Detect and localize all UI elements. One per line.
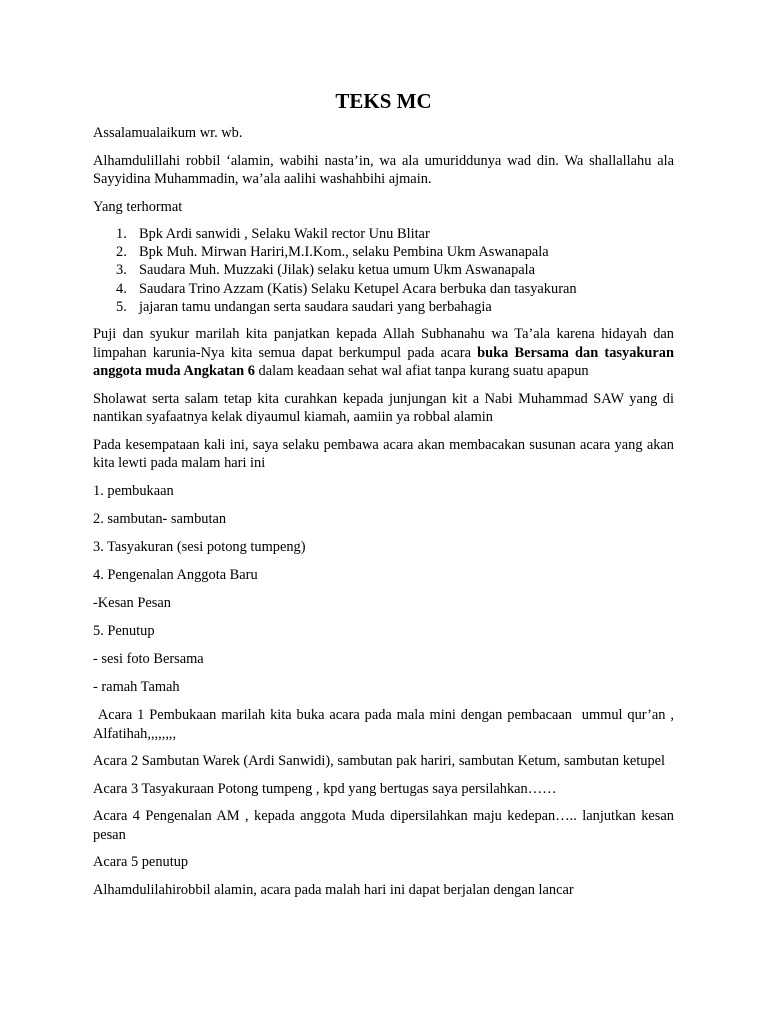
agenda-item: 4. Pengenalan Anggota Baru: [93, 566, 258, 583]
agenda-item: - sesi foto Bersama: [93, 651, 204, 668]
salam-paragraph: Assalamualaikum wr. wb.: [93, 125, 243, 141]
hamdalah-paragraph: Alhamdulillahi robbil ‘alamin, wabihi nasta’in, wa ala umuriddunya wad din. Wa shallallahu ala Sayyidina Muhammadin, wa’ala aalihi washahbihi ajmain.: [93, 152, 674, 187]
acara-1-paragraph: Acara 1 Pembukaan marilah kita buka acara pada mala mini dengan pembacaan ummul qur’an , Alfatihah,,,,,,,,: [93, 707, 677, 742]
agenda-item: -Kesan Pesan: [93, 594, 171, 611]
document-title: TEKS MC: [335, 89, 432, 113]
agenda-item: 3. Tasyakuran (sesi potong tumpeng): [93, 538, 306, 555]
acara-5-paragraph: Acara 5 penutup: [93, 854, 189, 871]
guest-list: [93, 225, 674, 316]
list-item: 2. Bpk Muh. Mirwan Hariri,M.I.Kom., selaku Pembina Ukm Aswanapala: [116, 244, 549, 261]
list-item: 3. Saudara Muh. Muzzaki (Jilak) selaku ketua umum Ukm Aswanapala: [116, 262, 536, 279]
agenda-item: 2. sambutan- sambutan: [93, 510, 227, 527]
list-item: 1. Bpk Ardi sanwidi , Selaku Wakil rector Unu Blitar: [116, 226, 430, 242]
list-item: 5. jajaran tamu undangan serta saudara saudari yang berbahagia: [116, 298, 492, 315]
sholawat-paragraph: Sholawat serta salam tetap kita curahkan kepada junjungan kit a Nabi Muhammad SAW yang di nantikan syafaatnya kelak diyaumul kiamah, aamiin ya robbal alamin: [93, 390, 674, 426]
yang-terhormat-label: Yang terhormat: [93, 198, 183, 215]
agenda-list: [93, 482, 674, 697]
acara-3-paragraph: Acara 3 Tasyakuraan Potong tumpeng , kpd yang bertugas saya persilahkan……: [93, 780, 557, 797]
kesempatan-paragraph: Pada kesempataan kali ini, saya selaku pembawa acara akan membacakan susunan acara yang akan kita lewti pada malam hari ini: [93, 436, 674, 472]
agenda-item: 5. Penutup: [93, 622, 155, 639]
agenda-item: 1. pembukaan: [93, 482, 174, 499]
list-item: 4. Saudara Trino Azzam (Katis) Selaku Ketupel Acara berbuka dan tasyakuran: [116, 280, 577, 297]
agenda-item: - ramah Tamah: [93, 679, 180, 696]
acara-2-paragraph: Acara 2 Sambutan Warek (Ardi Sanwidi), sambutan pak hariri, sambutan Ketum, sambutan ketupel: [93, 753, 666, 770]
event-name-bold: buka Bersama dan tasyakuran anggota muda Angkatan 6: [93, 344, 674, 380]
closing-paragraph: Alhamdulilahirobbil alamin, acara pada malah hari ini dapat berjalan dengan lancar: [93, 881, 574, 898]
puji-paragraph: Puji dan syukur marilah kita panjatkan kepada Allah Subhanahu wa Ta’ala karena hidayah dan limpahan karunia-Nya kita semua dapat berkumpul pada acara buka Bersama dan tasyakuran anggota muda Angkatan 6 dalam keadaan sehat wal afiat tanpa kurang suatu apapun: [93, 326, 674, 380]
acara-4-paragraph: Acara 4 Pengenalan AM , kepada anggota Muda dipersilahkan maju kedepan….. lanjutkan kesan pesan: [93, 808, 674, 843]
